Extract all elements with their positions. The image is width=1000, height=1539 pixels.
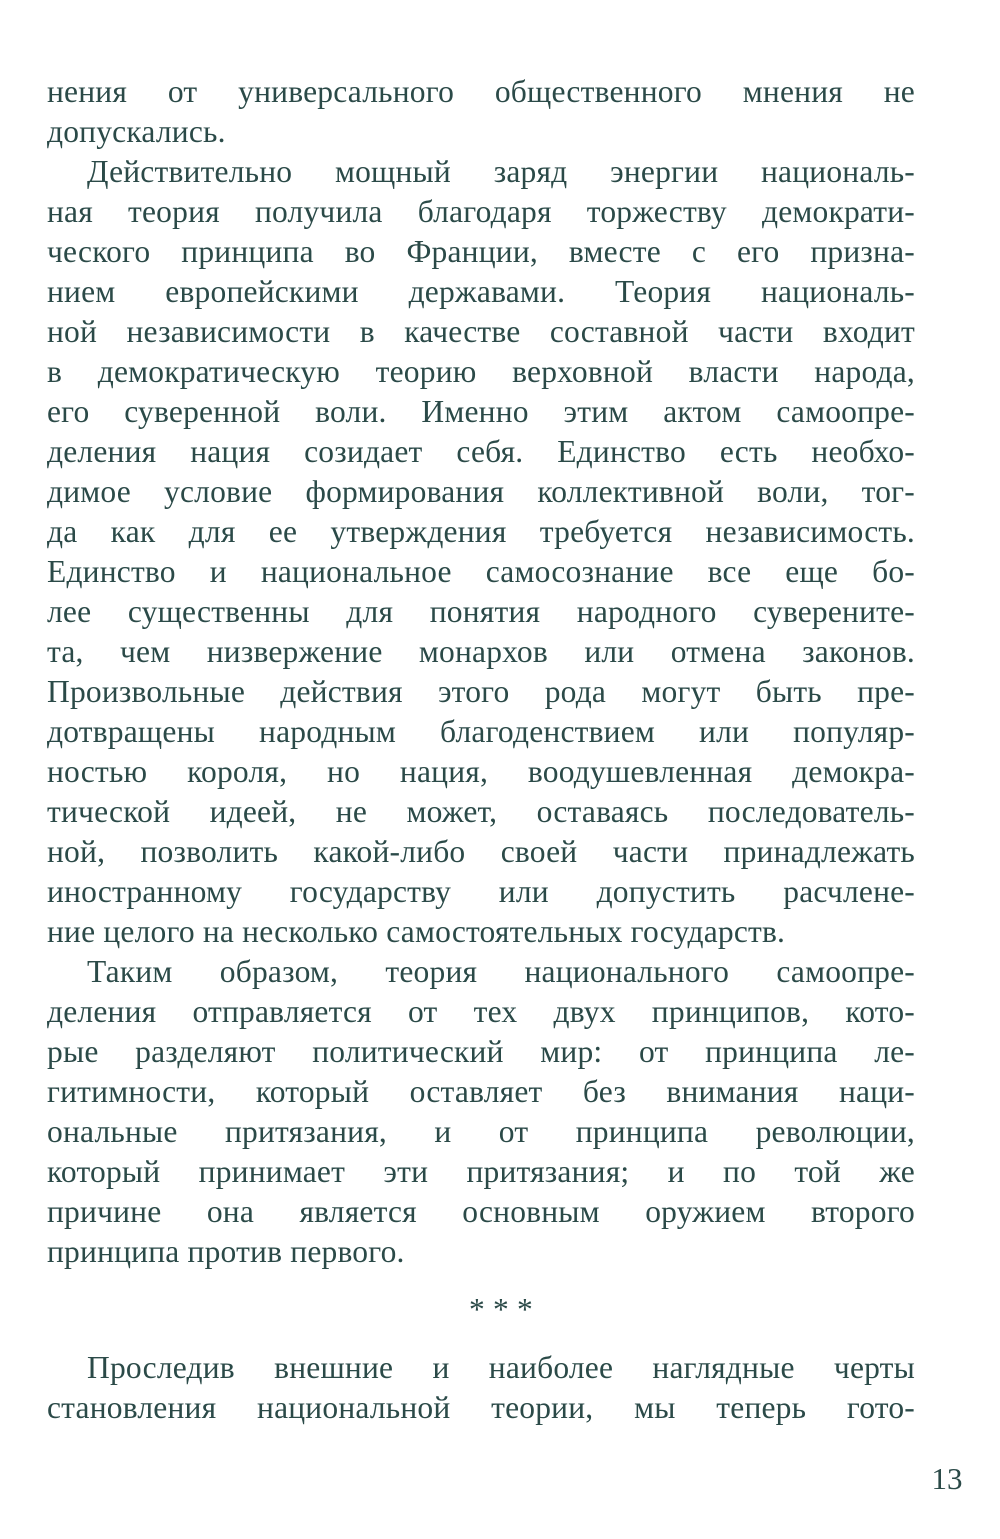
text-line: в демократическую теорию верховной власти народа, (47, 354, 915, 389)
text-line: ной независимости в качестве составной части входит (47, 314, 915, 349)
text-line: его суверенной воли. Именно этим актом самоопре- (47, 394, 915, 429)
text-line: принципа против первого. (47, 1234, 405, 1269)
text-line: Действительно мощный заряд энергии националь- (87, 154, 915, 189)
text-line: да как для ее утверждения требуется независимость. (47, 514, 915, 549)
text-line: Проследив внешние и наиболее наглядные черты (87, 1350, 915, 1385)
text-line: та, чем низвержение монархов или отмена законов. (47, 634, 915, 669)
text-line: ная теория получила благодаря торжеству демократи- (47, 194, 915, 229)
text-line: тической идеей, не может, оставаясь последователь- (47, 794, 915, 829)
text-line: допускались. (47, 114, 226, 149)
text-line: причине она является основным оружием второго (47, 1194, 915, 1229)
text-line: деления отправляется от тех двух принципов, кото- (47, 994, 915, 1029)
text-line: деления нация созидает себя. Единство есть необхо- (47, 434, 915, 469)
text-line: димое условие формирования коллективной воли, тог- (47, 474, 915, 509)
text-line: который принимает эти притязания; и по той же (47, 1154, 915, 1189)
text-line: ческого принципа во Франции, вместе с его призна- (47, 234, 915, 269)
section-separator: * * * (469, 1292, 533, 1327)
text-line: гитимности, который оставляет без внимания наци- (47, 1074, 915, 1109)
text-line: ной, позволить какой-либо своей части принадлежать (47, 834, 915, 869)
text-line: Таким образом, теория национального самоопре- (87, 954, 915, 989)
text-line: становления национальной теории, мы теперь гото- (47, 1390, 915, 1425)
text-line: дотвращены народным благоденствием или популяр- (47, 714, 915, 749)
text-line: рые разделяют политический мир: от принципа ле- (47, 1034, 915, 1069)
text-line: ностью короля, но нация, воодушевленная демокра- (47, 754, 915, 789)
text-line: ние целого на несколько самостоятельных государств. (47, 914, 786, 949)
text-line: лее существенны для понятия народного суверените- (47, 594, 915, 629)
text-line: Единство и национальное самосознание все еще бо- (47, 554, 915, 589)
text-line: ональные притязания, и от принципа революции, (47, 1114, 915, 1149)
text-line: нием европейскими державами. Теория националь- (47, 274, 915, 309)
text-line: нения от универсального общественного мнения не (47, 74, 915, 109)
page-number: 13 (931, 1461, 963, 1496)
text-line: Произвольные действия этого рода могут быть пре- (47, 674, 915, 709)
text-line: иностранному государству или допустить расчлене- (47, 874, 915, 909)
